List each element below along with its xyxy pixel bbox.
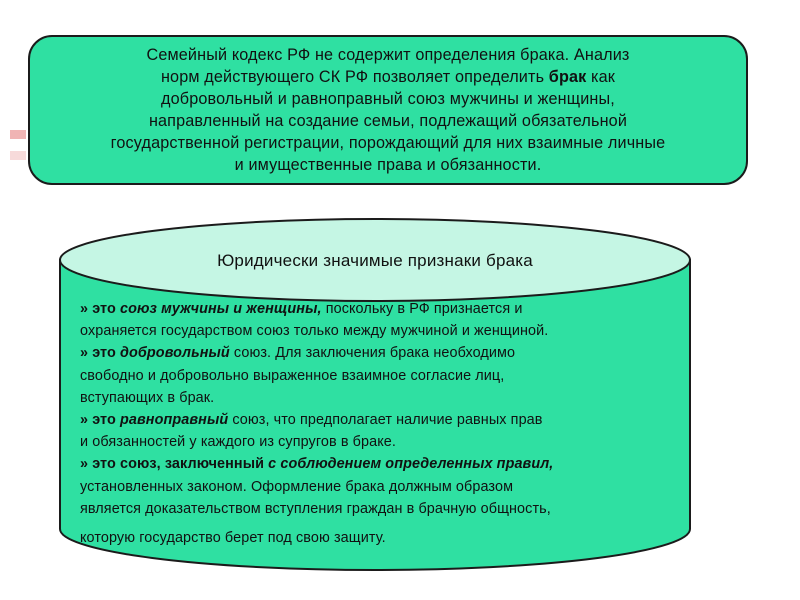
features-title: Юридически значимые признаки брака: [217, 251, 533, 270]
definition-segment: и имущественные права и обязанности.: [234, 156, 542, 174]
feature-line: [80, 476, 680, 498]
feature-segment: вступающих в брак.: [80, 389, 215, 406]
feature-segment: охраняется государством союз только между мужчиной и женщиной.: [80, 323, 549, 340]
definition-segment: направленный на создание семьи, подлежащий обязательной: [148, 112, 628, 130]
feature-segment: поскольку в РФ признается и: [321, 301, 523, 317]
feature-line: [80, 298, 680, 320]
feature-segment: » это: [80, 301, 121, 317]
feature-keyword: добровольный: [120, 345, 230, 362]
feature-line: [80, 527, 680, 549]
feature-keyword: равноправный: [120, 412, 229, 429]
definition-segment: норм действующего СК РФ позволяет определить: [160, 68, 549, 86]
definition-segment: государственной регистрации, порождающий для них взаимные личные: [110, 134, 666, 152]
definition-segment: как: [586, 68, 616, 86]
definition-segment: добровольный и равноправный союз мужчины и женщины,: [161, 90, 615, 108]
feature-line: [80, 409, 680, 431]
feature-segment: » это: [80, 412, 121, 429]
feature-segment: и обязанностей у каждого из супругов в браке.: [80, 434, 396, 451]
feature-segment: является доказательством вступления граждан в брачную общность,: [80, 500, 551, 517]
feature-line: [80, 365, 680, 387]
feature-line: [80, 342, 680, 364]
feature-segment: союз, что предполагает наличие равных прав: [228, 412, 543, 429]
feature-segment: » это союз, заключенный: [80, 456, 269, 473]
feature-keyword: с соблюдением определенных правил,: [268, 456, 554, 473]
feature-segment: установленных законом. Оформление брака должным образом: [80, 478, 514, 495]
feature-segment: которую государство берет под свою защиту.: [80, 530, 386, 547]
definition-keyword: брак: [548, 68, 587, 86]
definition-segment: Семейный кодекс РФ не содержит определения брака. Анализ: [146, 46, 630, 64]
feature-segment: свободно и добровольно выраженное взаимное согласие лиц,: [80, 367, 505, 384]
feature-line: [80, 387, 680, 409]
feature-keyword: союз мужчины и женщины,: [120, 301, 322, 317]
feature-line: [80, 498, 680, 520]
feature-segment: союз. Для заключения брака необходимо: [229, 345, 516, 362]
feature-segment: » это: [80, 345, 121, 362]
feature-line: [80, 431, 680, 453]
features-list: [80, 298, 680, 549]
feature-line: [80, 453, 680, 475]
feature-line: [80, 320, 680, 342]
